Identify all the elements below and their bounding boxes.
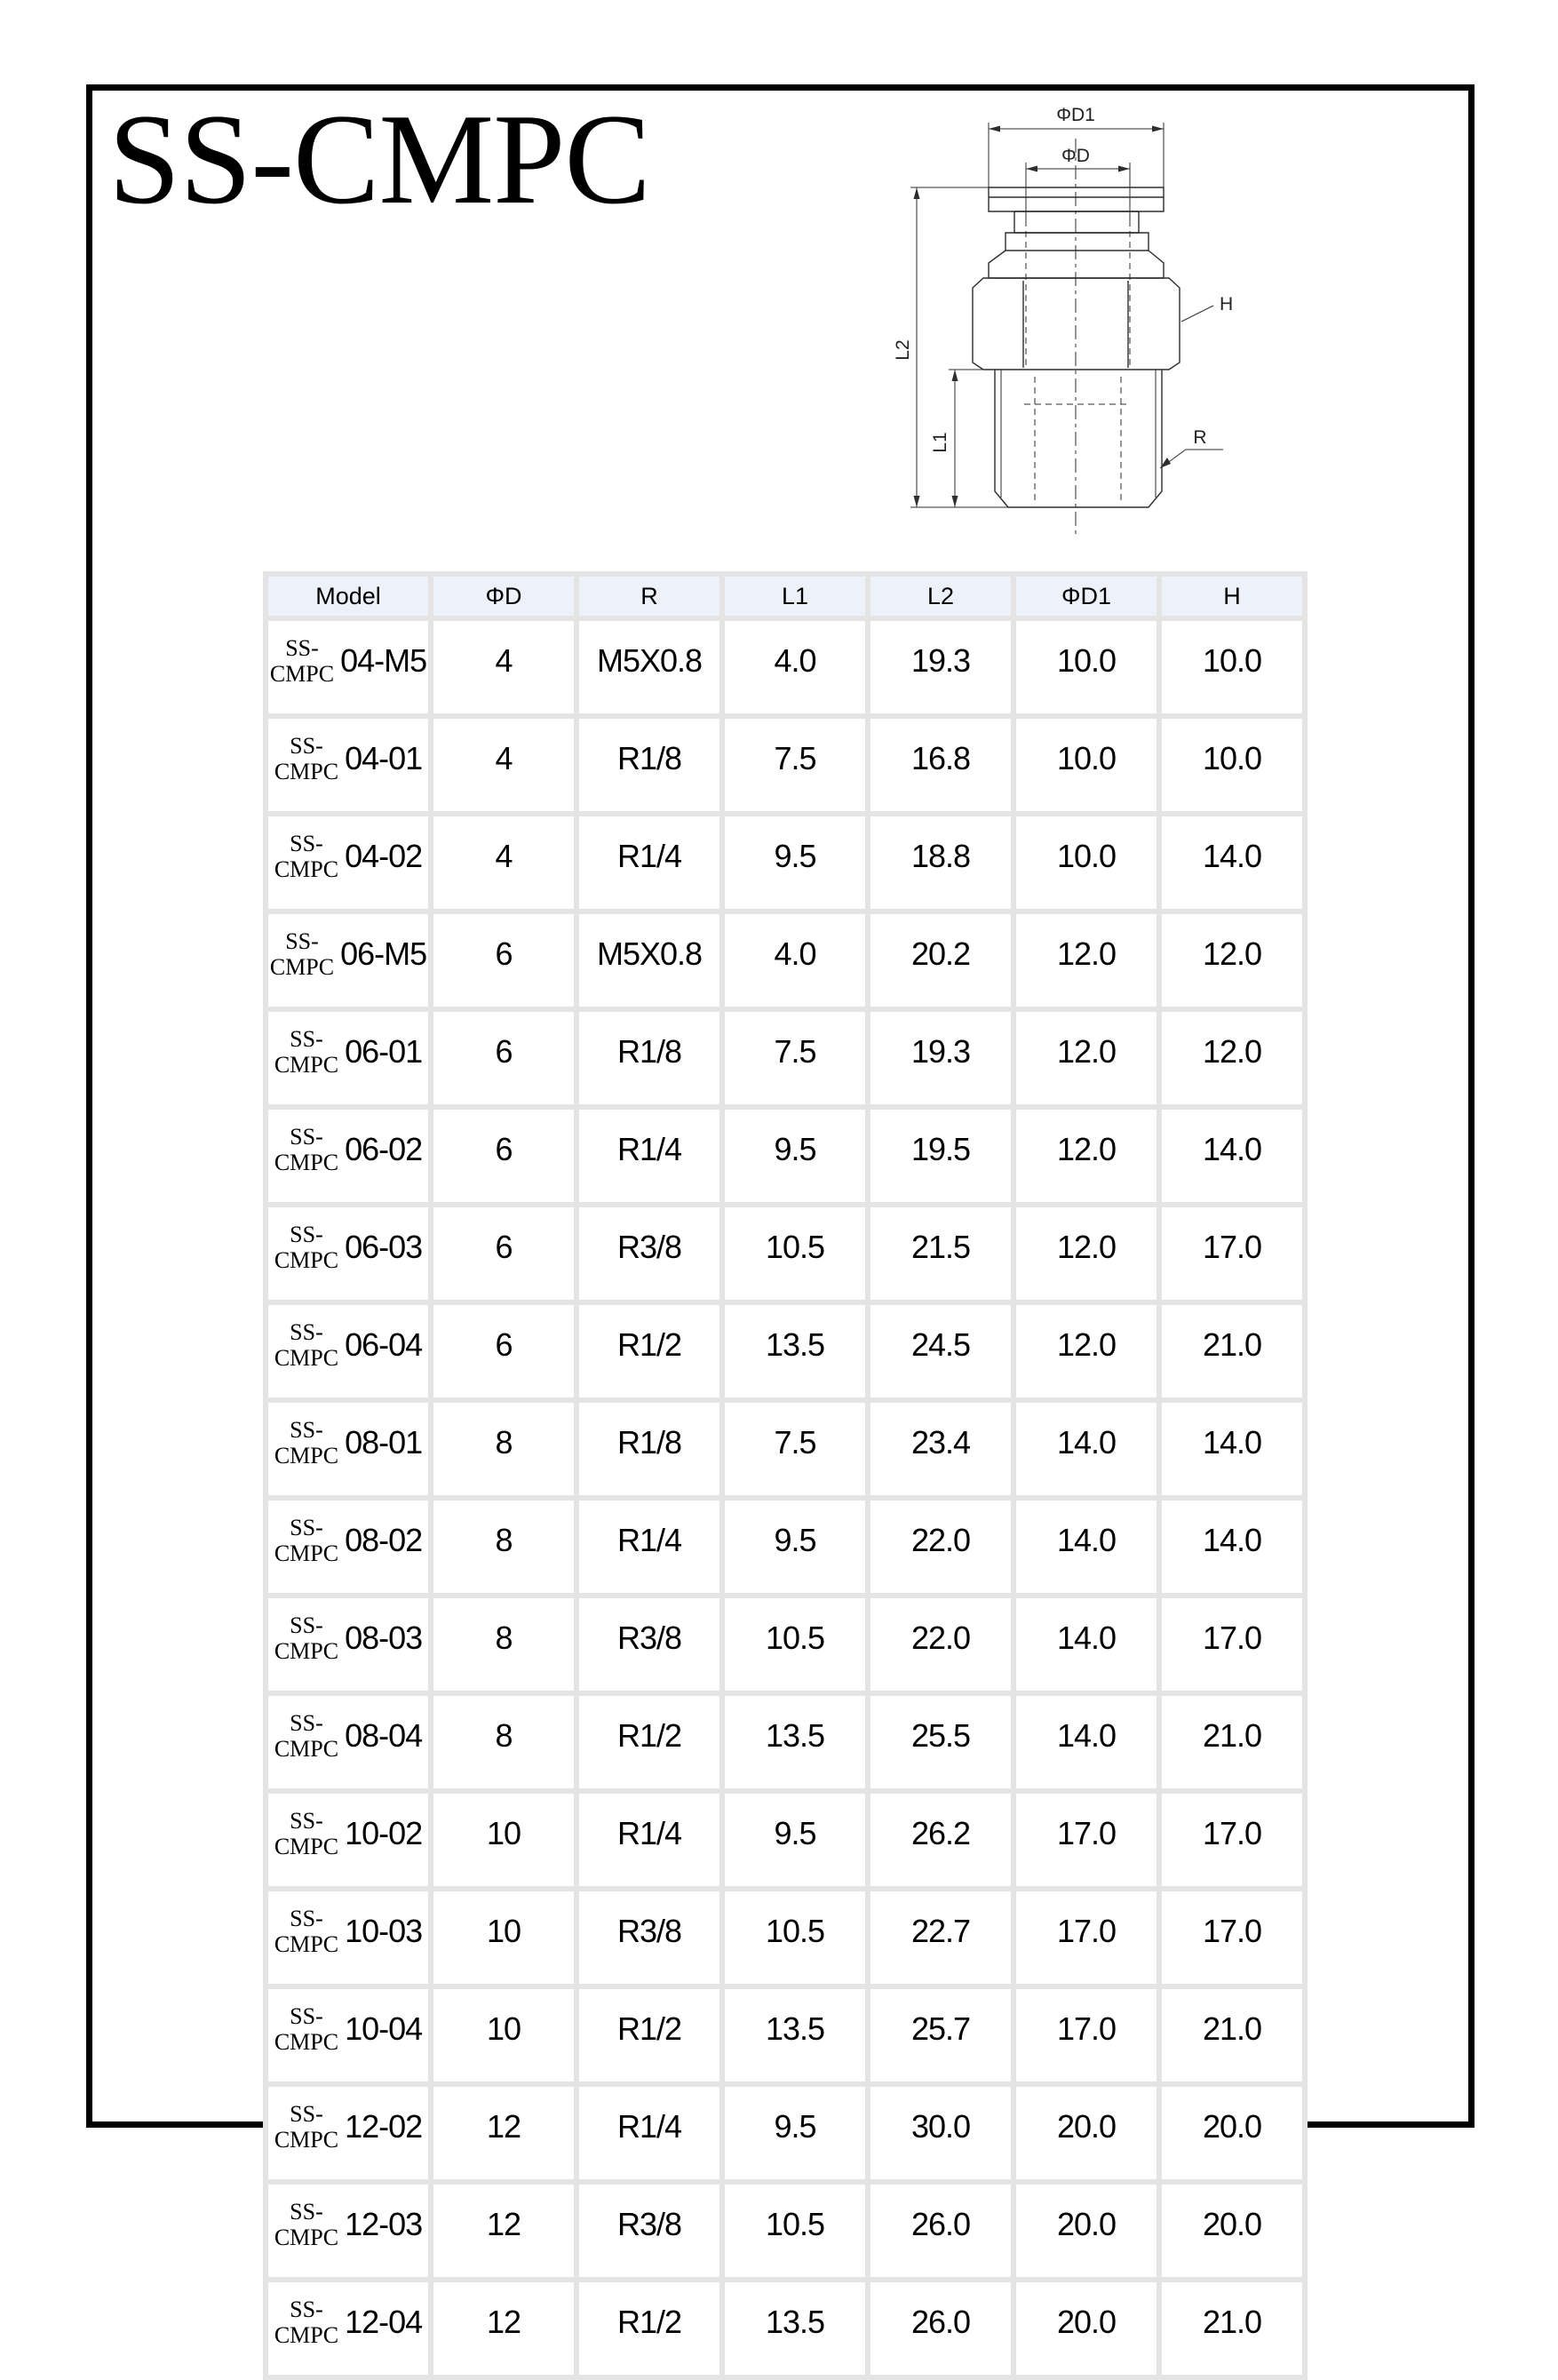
model-series [274,1222,338,1273]
value-cell-L2: 22.0 [870,1500,1011,1593]
model-series-bottom: CMPC [269,661,335,687]
model-code: 12-02 [345,2108,423,2145]
column-header: Model [268,577,428,616]
table-row [268,2185,1302,2277]
column-header: R [579,577,719,616]
value-cell-L2: 18.8 [870,816,1011,909]
table-row [268,1989,1302,2082]
table-row [268,1891,1302,1984]
model-series-top: SS- [290,1123,323,1150]
model-series-bottom: CMPC [274,1345,339,1371]
model-series [274,1612,338,1664]
value-cell-L1: 10.5 [725,1598,865,1691]
model-series [274,831,338,882]
model-series [274,1124,338,1175]
model-series [270,928,334,980]
value-cell-phiD1: 12.0 [1016,1305,1157,1397]
value-cell-phiD: 8 [433,1500,574,1593]
value-cell-phiD1: 17.0 [1016,1794,1157,1886]
model-cell [268,1794,428,1886]
model-cell [268,2185,428,2277]
model-series-bottom: CMPC [274,759,339,784]
model-series-bottom: CMPC [274,1931,339,1957]
dim-label-H: H [1220,294,1234,314]
value-cell-L2: 25.7 [870,1989,1011,2082]
model-cell [268,1305,428,1397]
value-cell-phiD: 8 [433,1598,574,1691]
value-cell-R: R1/2 [579,1305,719,1397]
value-cell-phiD1: 14.0 [1016,1403,1157,1495]
value-cell-H: 21.0 [1162,1305,1302,1397]
value-cell-R: R3/8 [579,1207,719,1300]
table-row [268,621,1302,713]
value-cell-phiD1: 10.0 [1016,719,1157,811]
value-cell-phiD: 10 [433,1794,574,1886]
value-cell-L1: 7.5 [725,1403,865,1495]
model-code: 06-M5 [340,935,427,972]
value-cell-L1: 9.5 [725,1110,865,1202]
model-code: 08-01 [345,1424,423,1461]
model-series [274,2296,338,2348]
value-cell-L2: 22.0 [870,1598,1011,1691]
value-cell-H: 10.0 [1162,719,1302,811]
value-cell-R: R1/4 [579,2087,719,2179]
value-cell-L1: 10.5 [725,1207,865,1300]
value-cell-R: M5X0.8 [579,621,719,713]
table-row [268,1403,1302,1495]
model-code: 12-03 [345,2206,423,2242]
value-cell-phiD: 6 [433,914,574,1007]
value-cell-phiD: 12 [433,2185,574,2277]
model-cell [268,1989,428,2082]
value-cell-R: R1/2 [579,1989,719,2082]
value-cell-phiD1: 20.0 [1016,2087,1157,2179]
model-series-top: SS- [290,2002,323,2029]
model-series-bottom: CMPC [269,954,335,980]
model-code: 04-01 [345,740,423,776]
model-cell [268,1012,428,1104]
value-cell-H: 12.0 [1162,914,1302,1007]
table-row [268,2282,1302,2375]
model-code: 12-04 [345,2304,423,2340]
value-cell-R: R1/8 [579,719,719,811]
model-series-top: SS- [290,2100,323,2127]
model-series [274,2199,338,2250]
model-series [274,1710,338,1762]
value-cell-H: 20.0 [1162,2185,1302,2277]
model-cell [268,1696,428,1788]
table-row [268,1012,1302,1104]
value-cell-phiD1: 10.0 [1016,816,1157,909]
value-cell-phiD1: 14.0 [1016,1500,1157,1593]
model-cell [268,1891,428,1984]
value-cell-R: M5X0.8 [579,914,719,1007]
model-series [274,1906,338,1957]
model-series-bottom: CMPC [274,2225,339,2250]
model-cell [268,816,428,909]
value-cell-R: R1/2 [579,2282,719,2375]
value-cell-phiD1: 12.0 [1016,1110,1157,1202]
value-cell-H: 14.0 [1162,1110,1302,1202]
value-cell-H: 14.0 [1162,816,1302,909]
value-cell-phiD: 6 [433,1012,574,1104]
dim-label-R: R [1193,427,1207,448]
model-code: 08-04 [345,1717,423,1754]
model-series [274,1026,338,1078]
value-cell-L1: 9.5 [725,816,865,909]
value-cell-phiD1: 20.0 [1016,2185,1157,2277]
model-series-top: SS- [290,732,323,759]
value-cell-H: 20.0 [1162,2087,1302,2179]
model-series-top: SS- [290,1709,323,1736]
value-cell-H: 21.0 [1162,2282,1302,2375]
value-cell-L2: 23.4 [870,1403,1011,1495]
value-cell-R: R3/8 [579,1891,719,1984]
model-series-top: SS- [290,1416,323,1443]
column-header: L2 [870,577,1011,616]
value-cell-phiD1: 20.0 [1016,2282,1157,2375]
value-cell-phiD1: 10.0 [1016,621,1157,713]
value-cell-L2: 20.2 [870,914,1011,1007]
model-series-bottom: CMPC [274,1247,339,1273]
model-series-top: SS- [290,1612,323,1638]
table-row [268,1598,1302,1691]
value-cell-L2: 25.5 [870,1696,1011,1788]
value-cell-R: R1/4 [579,1794,719,1886]
model-series-bottom: CMPC [274,1443,339,1469]
model-series [270,635,334,687]
table-row [268,2087,1302,2179]
model-cell [268,2282,428,2375]
value-cell-H: 21.0 [1162,1696,1302,1788]
value-cell-R: R1/8 [579,1012,719,1104]
dim-label-phiD: ΦD [1061,146,1090,166]
value-cell-L2: 26.0 [870,2282,1011,2375]
model-code: 06-03 [345,1229,423,1265]
value-cell-L2: 16.8 [870,719,1011,811]
value-cell-L1: 9.5 [725,2087,865,2179]
model-cell [268,719,428,811]
value-cell-phiD: 12 [433,2087,574,2179]
model-code: 08-02 [345,1522,423,1558]
value-cell-L1: 7.5 [725,1012,865,1104]
value-cell-R: R1/4 [579,816,719,909]
model-code: 06-02 [345,1131,423,1167]
value-cell-L1: 13.5 [725,1305,865,1397]
model-series-top: SS- [290,2198,323,2225]
value-cell-H: 17.0 [1162,1891,1302,1984]
table-row [268,1696,1302,1788]
table-row [268,914,1302,1007]
model-cell [268,621,428,713]
model-code: 08-03 [345,1620,423,1656]
value-cell-R: R1/2 [579,1696,719,1788]
model-cell [268,1110,428,1202]
model-code: 04-M5 [340,642,427,679]
model-series-bottom: CMPC [274,1736,339,1762]
model-series [274,1515,338,1566]
model-series-top: SS- [290,1905,323,1931]
model-series [274,2003,338,2055]
spec-table [263,571,1308,2380]
dim-label-L1: L1 [930,432,950,453]
model-code: 10-04 [345,2010,423,2047]
value-cell-R: R3/8 [579,2185,719,2277]
value-cell-R: R1/4 [579,1110,719,1202]
model-code: 04-02 [345,838,423,874]
value-cell-H: 14.0 [1162,1403,1302,1495]
model-series-bottom: CMPC [274,1150,339,1175]
value-cell-L2: 26.0 [870,2185,1011,2277]
model-series-top: SS- [285,634,319,661]
model-series-bottom: CMPC [274,2127,339,2153]
value-cell-L2: 19.5 [870,1110,1011,1202]
value-cell-phiD: 10 [433,1989,574,2082]
column-header: ΦD1 [1016,577,1157,616]
table-row [268,1110,1302,1202]
model-cell [268,2087,428,2179]
value-cell-H: 10.0 [1162,621,1302,713]
value-cell-phiD: 8 [433,1696,574,1788]
value-cell-phiD: 6 [433,1207,574,1300]
value-cell-phiD1: 17.0 [1016,1891,1157,1984]
model-code: 10-02 [345,1815,423,1851]
value-cell-L1: 7.5 [725,719,865,811]
value-cell-phiD: 12 [433,2282,574,2375]
model-series-bottom: CMPC [274,1052,339,1078]
value-cell-L2: 19.3 [870,1012,1011,1104]
model-series [274,2101,338,2153]
model-series [274,733,338,784]
value-cell-phiD: 6 [433,1305,574,1397]
value-cell-R: R1/4 [579,1500,719,1593]
model-series [274,1417,338,1469]
model-series-top: SS- [290,1514,323,1540]
value-cell-L2: 19.3 [870,621,1011,713]
value-cell-H: 17.0 [1162,1794,1302,1886]
model-series-top: SS- [285,927,319,954]
table-row [268,1500,1302,1593]
fitting-technical-drawing [875,87,1257,558]
value-cell-L1: 10.5 [725,2185,865,2277]
model-code: 06-04 [345,1326,423,1363]
model-code: 06-01 [345,1033,423,1070]
value-cell-L1: 10.5 [725,1891,865,1984]
value-cell-L2: 21.5 [870,1207,1011,1300]
model-series-top: SS- [290,1221,323,1247]
table-row [268,1794,1302,1886]
value-cell-H: 14.0 [1162,1500,1302,1593]
header-row [268,577,1302,616]
value-cell-L1: 9.5 [725,1500,865,1593]
dim-label-phiD1: ΦD1 [1056,105,1095,125]
table-row [268,719,1302,811]
model-cell [268,914,428,1007]
model-series-top: SS- [290,2296,323,2322]
table-row [268,1305,1302,1397]
value-cell-phiD: 4 [433,719,574,811]
value-cell-L2: 30.0 [870,2087,1011,2179]
value-cell-H: 17.0 [1162,1207,1302,1300]
value-cell-L1: 13.5 [725,1696,865,1788]
model-series-bottom: CMPC [274,1834,339,1859]
value-cell-phiD1: 14.0 [1016,1598,1157,1691]
value-cell-phiD1: 12.0 [1016,1207,1157,1300]
value-cell-phiD1: 14.0 [1016,1696,1157,1788]
model-series-bottom: CMPC [274,1540,339,1566]
value-cell-L2: 22.7 [870,1891,1011,1984]
column-header: ΦD [433,577,574,616]
value-cell-H: 17.0 [1162,1598,1302,1691]
model-series-bottom: CMPC [274,2322,339,2348]
model-series-top: SS- [290,1807,323,1834]
model-series-bottom: CMPC [274,1638,339,1664]
model-cell [268,1403,428,1495]
column-header: H [1162,577,1302,616]
value-cell-L1: 13.5 [725,1989,865,2082]
value-cell-phiD1: 12.0 [1016,914,1157,1007]
value-cell-L1: 9.5 [725,1794,865,1886]
model-series [274,1319,338,1371]
value-cell-phiD: 6 [433,1110,574,1202]
value-cell-phiD: 8 [433,1403,574,1495]
value-cell-L1: 13.5 [725,2282,865,2375]
model-series-top: SS- [290,1318,323,1345]
model-series [274,1808,338,1859]
value-cell-R: R3/8 [579,1598,719,1691]
value-cell-phiD1: 17.0 [1016,1989,1157,2082]
table-row [268,816,1302,909]
value-cell-L1: 4.0 [725,914,865,1007]
column-header: L1 [725,577,865,616]
dim-label-L2: L2 [893,339,913,361]
value-cell-phiD: 4 [433,816,574,909]
value-cell-phiD1: 12.0 [1016,1012,1157,1104]
value-cell-H: 12.0 [1162,1012,1302,1104]
value-cell-H: 21.0 [1162,1989,1302,2082]
model-code: 10-03 [345,1913,423,1949]
table-row [268,1207,1302,1300]
model-series-top: SS- [290,1025,323,1052]
model-cell [268,1598,428,1691]
model-series-bottom: CMPC [274,856,339,882]
model-series-bottom: CMPC [274,2029,339,2055]
model-cell [268,1500,428,1593]
value-cell-L1: 4.0 [725,621,865,713]
model-cell [268,1207,428,1300]
value-cell-phiD: 10 [433,1891,574,1984]
value-cell-L2: 26.2 [870,1794,1011,1886]
model-series-top: SS- [290,830,323,856]
value-cell-L2: 24.5 [870,1305,1011,1397]
value-cell-phiD: 4 [433,621,574,713]
page-title: SS-CMPC [108,87,650,231]
value-cell-R: R1/8 [579,1403,719,1495]
